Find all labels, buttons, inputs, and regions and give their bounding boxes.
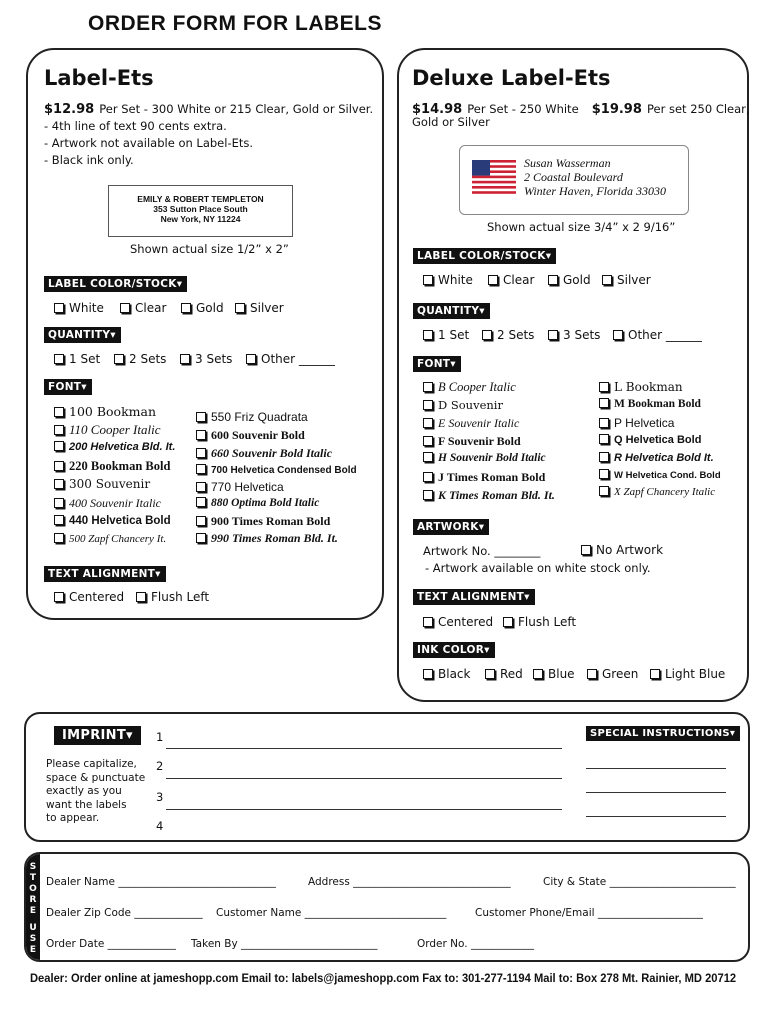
- checkbox[interactable]: [602, 275, 612, 285]
- note-2: - Artwork not available on Label-Ets.: [44, 136, 254, 150]
- font-100-option[interactable]: 100 Bookman: [54, 404, 156, 419]
- checkbox[interactable]: [548, 275, 558, 285]
- checkbox[interactable]: [180, 354, 190, 364]
- checkbox[interactable]: [136, 592, 146, 602]
- deluxe-font-d-option[interactable]: D Souvenir: [423, 398, 503, 412]
- order-date-field[interactable]: Order Date _____________: [46, 938, 176, 950]
- store-use-section: [24, 852, 750, 962]
- deluxe-qty-3-sets-option[interactable]: 3 Sets: [548, 328, 600, 342]
- checkbox[interactable]: [196, 533, 206, 543]
- ink-red-option[interactable]: Red: [485, 667, 523, 681]
- checkbox[interactable]: [54, 425, 64, 435]
- imprint-line-number-3: 3: [156, 790, 164, 804]
- font-tag: FONT▾: [44, 379, 92, 395]
- font-500-option[interactable]: 500 Zapf Chancery It.: [54, 533, 166, 545]
- checkbox[interactable]: [54, 461, 64, 471]
- checkbox[interactable]: [196, 430, 206, 440]
- align-flush-left-option[interactable]: Flush Left: [136, 590, 209, 604]
- deluxe-font-q-option[interactable]: Q Helvetica Bold: [599, 434, 701, 446]
- footer-contact-info: Dealer: Order online at jameshopp.com Email to: labels@jameshopp.com Fax to: 301-277-1194 Mail to: Box 278 Mt. Rainier, MD 20712: [30, 971, 737, 985]
- sample-line-3: New York, NY 11224: [160, 214, 241, 224]
- note-1: - 4th line of text 90 cents extra.: [44, 119, 227, 133]
- checkbox[interactable]: [423, 436, 433, 446]
- checkbox[interactable]: [599, 398, 609, 408]
- checkbox[interactable]: [54, 441, 64, 451]
- checkbox[interactable]: [235, 303, 245, 313]
- special-instructions-line-3[interactable]: [586, 816, 726, 817]
- color-white-option[interactable]: White: [54, 301, 104, 315]
- quantity-tag: QUANTITY▾: [44, 327, 121, 343]
- qty-1-set-option[interactable]: 1 Set: [54, 352, 100, 366]
- checkbox[interactable]: [181, 303, 191, 313]
- checkbox[interactable]: [485, 669, 495, 679]
- deluxe-font-x-option[interactable]: X Zapf Chancery Italic: [599, 486, 715, 498]
- label-ets-price-text: Per Set - 300 White or 215 Clear, Gold or Silver.: [99, 102, 374, 116]
- deluxe-text-alignment-tag: TEXT ALIGNMENT▾: [413, 589, 535, 605]
- checkbox[interactable]: [423, 382, 433, 392]
- checkbox[interactable]: [613, 330, 623, 340]
- customer-phone-email-field[interactable]: Customer Phone/Email ____________________: [475, 907, 703, 919]
- checkbox[interactable]: [423, 452, 433, 462]
- deluxe-font-e-option[interactable]: E Souvenir Italic: [423, 416, 519, 431]
- deluxe-label-ets-panel: [397, 48, 749, 702]
- deluxe-heading: Deluxe Label-Ets: [412, 66, 611, 90]
- font-220-option[interactable]: 220 Bookman Bold: [54, 459, 170, 474]
- note-3: - Black ink only.: [44, 153, 134, 167]
- sample-line-2: 353 Sutton Place South: [153, 204, 248, 214]
- checkbox[interactable]: [54, 303, 64, 313]
- checkbox[interactable]: [54, 407, 64, 417]
- checkbox[interactable]: [423, 418, 433, 428]
- deluxe-font-r-option[interactable]: R Helvetica Bold It.: [599, 452, 714, 464]
- checkbox[interactable]: [54, 498, 64, 508]
- deluxe-color-clear-option[interactable]: Clear: [488, 273, 534, 287]
- deluxe-sample-line-3: Winter Haven, Florida 33030: [524, 184, 666, 198]
- special-instructions-line-1[interactable]: [586, 768, 726, 769]
- label-ets-panel: [26, 48, 384, 620]
- color-clear-option[interactable]: Clear: [120, 301, 166, 315]
- checkbox[interactable]: [587, 669, 597, 679]
- sample-line-1: EMILY & ROBERT TEMPLETON: [137, 194, 264, 204]
- deluxe-qty-1-set-option[interactable]: 1 Set: [423, 328, 469, 342]
- deluxe-color-silver-option[interactable]: Silver: [602, 273, 651, 287]
- align-centered-option[interactable]: Centered: [54, 590, 124, 604]
- checkbox[interactable]: [599, 486, 609, 496]
- deluxe-price-1-text: Per Set - 250 White: [467, 102, 579, 116]
- deluxe-align-centered-option[interactable]: Centered: [423, 615, 493, 629]
- deluxe-price-text-2: Gold or Silver: [412, 115, 490, 129]
- checkbox[interactable]: [54, 592, 64, 602]
- font-110-option[interactable]: 110 Cooper Italic: [54, 422, 160, 438]
- checkbox[interactable]: [423, 400, 433, 410]
- checkbox[interactable]: [54, 515, 64, 525]
- deluxe-sample-line-1: Susan Wasserman: [524, 156, 611, 170]
- deluxe-font-w-option[interactable]: W Helvetica Cond. Bold: [599, 469, 721, 481]
- checkbox[interactable]: [54, 533, 64, 543]
- checkbox[interactable]: [196, 497, 206, 507]
- order-number-field[interactable]: Order No. ____________: [417, 938, 534, 950]
- deluxe-font-k-option[interactable]: K Times Roman Bld. It.: [423, 488, 555, 503]
- deluxe-sample-line-2: 2 Coastal Boulevard: [524, 170, 623, 184]
- imprint-line-number-1: 1: [156, 730, 164, 744]
- font-770-option[interactable]: 770 Helvetica: [196, 480, 284, 494]
- font-700-option[interactable]: 700 Helvetica Condensed Bold: [196, 464, 357, 476]
- imprint-section: [24, 712, 750, 842]
- color-gold-option[interactable]: Gold: [181, 301, 224, 315]
- checkbox[interactable]: [196, 464, 206, 474]
- store-use-label: S T O R E U S E: [26, 854, 40, 960]
- text-alignment-tag: TEXT ALIGNMENT▾: [44, 566, 166, 582]
- checkbox[interactable]: [599, 418, 609, 428]
- deluxe-font-tag: FONT▾: [413, 356, 461, 372]
- ink-black-option[interactable]: Black: [423, 667, 470, 681]
- city-state-field[interactable]: City & State ________________________: [543, 876, 736, 888]
- deluxe-font-p-option[interactable]: P Helvetica: [599, 416, 674, 430]
- label-ets-sample: [108, 185, 293, 237]
- address-field[interactable]: Address ______________________________: [308, 876, 511, 888]
- deluxe-font-f-option[interactable]: F Souvenir Bold: [423, 434, 521, 449]
- checkbox[interactable]: [482, 330, 492, 340]
- qty-other-option[interactable]: Other ______: [246, 352, 335, 366]
- imprint-line-1[interactable]: [166, 748, 562, 749]
- checkbox[interactable]: [581, 545, 591, 555]
- special-instructions-line-2[interactable]: [586, 792, 726, 793]
- deluxe-font-l-option[interactable]: L Bookman: [599, 380, 683, 394]
- checkbox[interactable]: [196, 516, 206, 526]
- deluxe-price-2-text: Per set 250 Clear,: [647, 102, 750, 116]
- deluxe-label-color-tag: LABEL COLOR/STOCK▾: [413, 248, 556, 264]
- deluxe-qty-other-option[interactable]: Other ______: [613, 328, 702, 342]
- checkbox[interactable]: [423, 330, 433, 340]
- checkbox[interactable]: [599, 452, 609, 462]
- imprint-line-3[interactable]: [166, 809, 562, 810]
- ink-blue-option[interactable]: Blue: [533, 667, 575, 681]
- font-990-option[interactable]: 990 Times Roman Bld. It.: [196, 531, 338, 546]
- imprint-line-number-2: 2: [156, 759, 164, 773]
- imprint-line-2[interactable]: [166, 778, 562, 779]
- dealer-name-field[interactable]: Dealer Name ______________________________: [46, 876, 276, 888]
- dealer-zip-field[interactable]: Dealer Zip Code _____________: [46, 907, 203, 919]
- taken-by-field[interactable]: Taken By __________________________: [191, 938, 378, 950]
- checkbox[interactable]: [196, 448, 206, 458]
- checkbox[interactable]: [599, 434, 609, 444]
- checkbox[interactable]: [120, 303, 130, 313]
- checkbox[interactable]: [423, 669, 433, 679]
- qty-3-sets-option[interactable]: 3 Sets: [180, 352, 232, 366]
- font-660-option[interactable]: 660 Souvenir Bold Italic: [196, 446, 332, 461]
- font-900-option[interactable]: 900 Times Roman Bold: [196, 514, 330, 529]
- checkbox[interactable]: [599, 382, 609, 392]
- imprint-tag: IMPRINT▾: [54, 726, 141, 745]
- ink-color-tag: INK COLOR▾: [413, 642, 495, 658]
- deluxe-font-j-option[interactable]: J Times Roman Bold: [423, 470, 545, 485]
- checkbox[interactable]: [423, 490, 433, 500]
- deluxe-color-white-option[interactable]: White: [423, 273, 473, 287]
- deluxe-font-m-option[interactable]: M Bookman Bold: [599, 398, 701, 410]
- deluxe-align-flush-left-option[interactable]: Flush Left: [503, 615, 576, 629]
- no-artwork-option[interactable]: No Artwork: [581, 543, 663, 557]
- label-ets-heading: Label-Ets: [44, 66, 154, 90]
- checkbox[interactable]: [423, 275, 433, 285]
- checkbox[interactable]: [650, 669, 660, 679]
- deluxe-font-b-option[interactable]: B Cooper Italic: [423, 380, 516, 395]
- font-200-option[interactable]: 200 Helvetica Bld. It.: [54, 441, 175, 453]
- imprint-line-number-4: 4: [156, 819, 164, 833]
- ink-light-blue-option[interactable]: Light Blue: [650, 667, 725, 681]
- checkbox[interactable]: [196, 412, 206, 422]
- checkbox[interactable]: [488, 275, 498, 285]
- checkbox[interactable]: [503, 617, 513, 627]
- deluxe-qty-2-sets-option[interactable]: 2 Sets: [482, 328, 534, 342]
- deluxe-sample: [459, 145, 689, 215]
- font-440-option[interactable]: 440 Helvetica Bold: [54, 515, 171, 527]
- checkbox[interactable]: [599, 469, 609, 479]
- color-silver-option[interactable]: Silver: [235, 301, 284, 315]
- deluxe-price-2: $19.98: [591, 102, 642, 117]
- deluxe-quantity-tag: QUANTITY▾: [413, 303, 490, 319]
- form-title: ORDER FORM FOR LABELS: [88, 12, 382, 35]
- label-ets-price: $12.98: [44, 102, 95, 117]
- qty-2-sets-option[interactable]: 2 Sets: [114, 352, 166, 366]
- font-400-option[interactable]: 400 Souvenir Italic: [54, 496, 161, 511]
- checkbox[interactable]: [423, 472, 433, 482]
- special-instructions-tag: SPECIAL INSTRUCTIONS▾: [586, 726, 740, 741]
- imprint-instructions: Please capitalize, space & punctuate exactly as you want the labels to appear.: [46, 758, 146, 824]
- flag-icon: [472, 160, 516, 194]
- deluxe-price-1: $14.98: [412, 102, 463, 117]
- font-880-option[interactable]: 880 Optima Bold Italic: [196, 497, 319, 509]
- ink-green-option[interactable]: Green: [587, 667, 638, 681]
- deluxe-font-h-option[interactable]: H Souvenir Bold Italic: [423, 452, 546, 464]
- sample-caption: Shown actual size 1/2” x 2”: [130, 242, 289, 256]
- deluxe-color-gold-option[interactable]: Gold: [548, 273, 591, 287]
- font-300-option[interactable]: 300 Souvenir: [54, 477, 150, 491]
- customer-name-field[interactable]: Customer Name ___________________________: [216, 907, 447, 919]
- checkbox[interactable]: [423, 617, 433, 627]
- checkbox[interactable]: [54, 354, 64, 364]
- font-550-option[interactable]: 550 Friz Quadrata: [196, 410, 308, 424]
- checkbox[interactable]: [114, 354, 124, 364]
- checkbox[interactable]: [196, 482, 206, 492]
- artwork-note: - Artwork available on white stock only.: [425, 561, 651, 575]
- deluxe-sample-caption: Shown actual size 3/4” x 2 9/16”: [487, 220, 676, 234]
- checkbox[interactable]: [54, 479, 64, 489]
- artwork-number-field[interactable]: Artwork No. ________: [423, 544, 541, 558]
- artwork-tag: ARTWORK▾: [413, 519, 489, 535]
- label-color-tag: LABEL COLOR/STOCK▾: [44, 276, 187, 292]
- checkbox[interactable]: [548, 330, 558, 340]
- checkbox[interactable]: [533, 669, 543, 679]
- checkbox[interactable]: [246, 354, 256, 364]
- font-600-option[interactable]: 600 Souvenir Bold: [196, 428, 305, 443]
